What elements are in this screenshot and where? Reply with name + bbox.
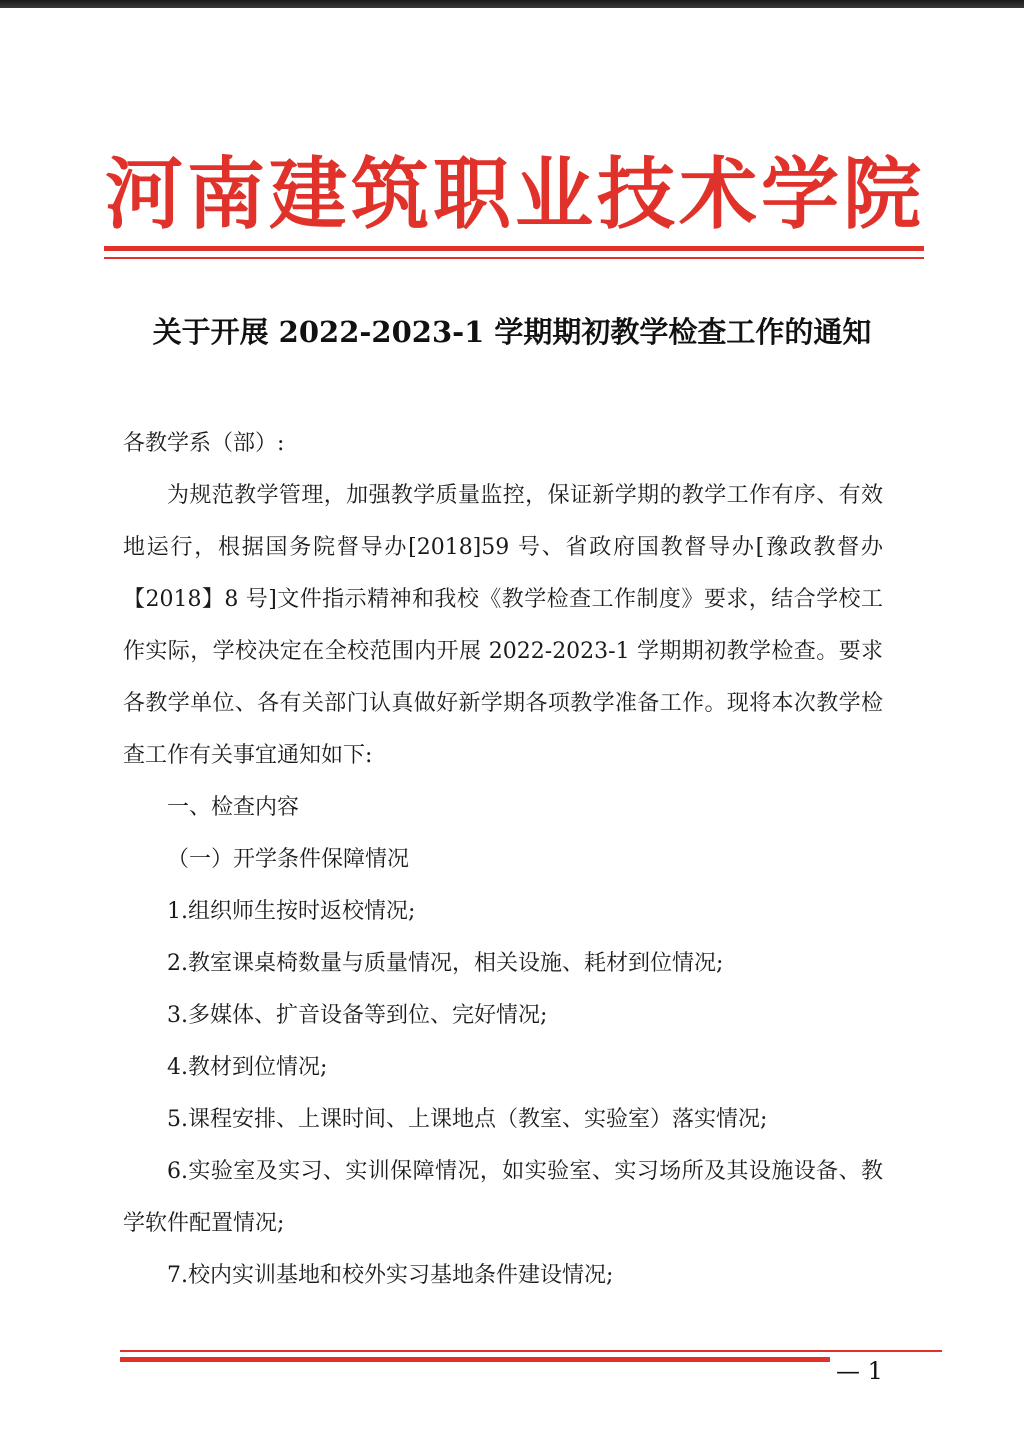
- subsection-heading: （一）开学条件保障情况: [167, 847, 410, 872]
- page-number: — 1: [836, 1357, 883, 1385]
- letterhead-title: 河南建筑职业技术学院: [104, 149, 925, 240]
- section-heading: 一、检查内容: [167, 795, 300, 820]
- salutation: 各教学系（部）:: [123, 431, 285, 456]
- footer-rule-thin: [120, 1350, 942, 1352]
- list-item: 1.组织师生按时返校情况;: [167, 899, 416, 924]
- list-item: 5.课程安排、上课时间、上课地点（教室、实验室）落实情况;: [167, 1107, 768, 1132]
- intro-paragraph: 为规范教学管理，加强教学质量监控，保证新学期的教学工作有序、有效地运行，根据国务院督导办[2018]59 号、省政府国教督导办[豫政教督办【2018】8 号]文件指示精神和我校《教学检查工作制度》要求，结合学校工作实际，学校决定在全校范围内开展 2022-2023-1 学期期初教学检查。要求各教学单位、各有关部门认真做好新学期各项教学准备工作。现将本次教学检查工作有关事宜通知如下:: [123, 483, 883, 768]
- footer-rule-thick: [120, 1357, 830, 1362]
- list-item: 2.教室课桌椅数量与质量情况，相关设施、耗材到位情况;: [167, 951, 724, 976]
- list-item: 7.校内实训基地和校外实习基地条件建设情况;: [167, 1263, 614, 1288]
- list-item: 3.多媒体、扩音设备等到位、完好情况;: [167, 1003, 548, 1028]
- list-item: 6.实验室及实习、实训保障情况，如实验室、实习场所及其设施设备、教学软件配置情况;: [123, 1159, 883, 1236]
- letterhead-rule-thin: [104, 257, 924, 259]
- list-item: 4.教材到位情况;: [167, 1055, 328, 1080]
- document-title: 关于开展 2022-2023-1 学期期初教学检查工作的通知: [152, 315, 872, 349]
- scan-top-edge: [0, 0, 1024, 8]
- letterhead-rule-thick: [104, 246, 924, 251]
- document-body: [123, 418, 883, 1302]
